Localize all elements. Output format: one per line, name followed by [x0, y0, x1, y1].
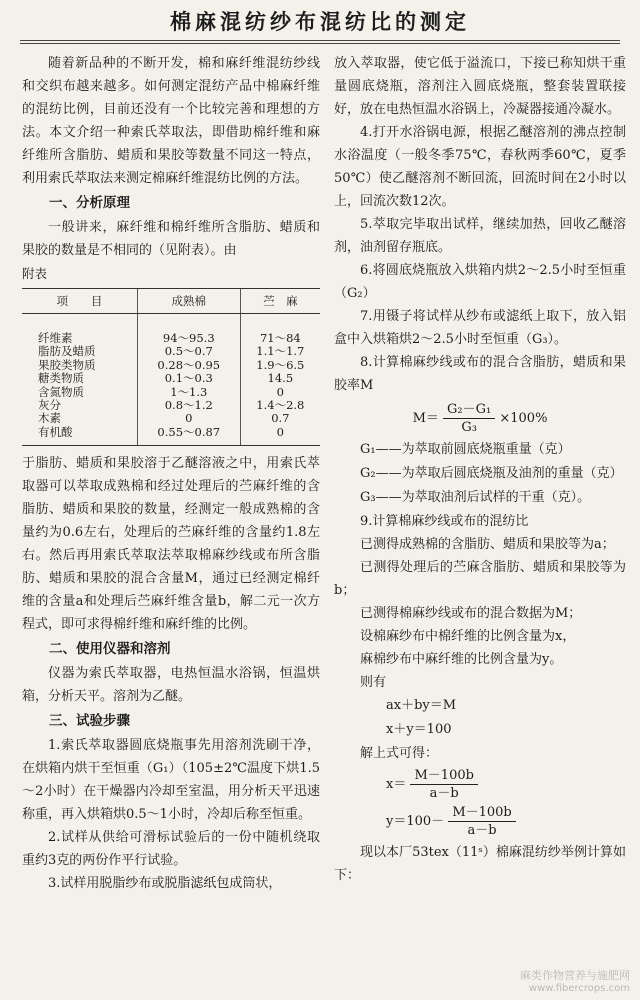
table-cell: 1.4～2.8 — [240, 399, 320, 412]
table-cell: 1.1～1.7 — [240, 345, 320, 358]
page-title: 棉麻混纺纱布混纺比的测定 — [170, 10, 470, 34]
table-header-ramie: 苎 麻 — [240, 289, 320, 314]
m-formula-lhs: M＝ — [412, 411, 439, 426]
table-cell: 纤维素 — [38, 331, 73, 345]
section-heading-steps: 三、试验步骤 — [49, 713, 130, 730]
table-row — [22, 359, 320, 372]
composition-table — [22, 288, 320, 446]
table-row — [22, 399, 320, 412]
step-7-paragraph: 7.用镊子将试样从纱布或滤纸上取下，放入铝盒中入烘箱烘2～2.5小时至恒重（G₃）。 — [334, 309, 626, 347]
table-cell: 有机酸 — [22, 426, 137, 446]
table-header-cotton: 成熟棉 — [137, 289, 240, 314]
table-row — [22, 372, 320, 385]
equation-1: ax＋by＝M — [386, 698, 457, 713]
table-cell: 脂肪及蜡质 — [38, 344, 96, 359]
section-heading-principle: 一、分析原理 — [49, 195, 130, 211]
table-cell: 木素 — [38, 411, 61, 426]
y-formula-numerator: M－100b — [448, 804, 515, 822]
example-paragraph: 现以本厂53tex（11ˢ）棉麻混纺纱举例计算如下： — [334, 845, 626, 883]
m-formula-fraction — [443, 401, 495, 436]
table-row — [22, 314, 320, 346]
title-rule-bottom — [20, 43, 620, 44]
section-heading-instruments: 二、使用仪器和溶剂 — [49, 641, 171, 658]
step-5-paragraph: 5.萃取完毕取出试样，继续加热，回收乙醚溶剂，油剂留存瓶底。 — [334, 217, 626, 255]
right-column — [334, 52, 626, 887]
table-cell: 94～95.3 — [137, 314, 240, 346]
x-formula — [334, 767, 626, 802]
step-3-continued-paragraph: 放入萃取器，使它低于溢流口，下接已称知烘干重量圆底烧瓶，溶剂注入圆底烧瓶，整套装置联接好，放在电热恒温水浴锅上，冷凝器接通冷凝水。 — [334, 56, 626, 117]
table-header-item: 项 目 — [22, 289, 137, 314]
table-cell: 灰分 — [38, 398, 61, 413]
assume-x-paragraph: 设棉麻纱布中棉纤维的比例含量为x， — [360, 629, 576, 644]
table-cell: 14.5 — [240, 372, 320, 385]
m-formula-denominator: G₃ — [461, 420, 477, 435]
table-cell: 71～84 — [240, 314, 320, 346]
table-cell: 0 — [137, 412, 240, 425]
definition-g1: G₁——为萃取前圆底烧瓶重量（克） — [360, 442, 571, 457]
left-column — [22, 52, 320, 895]
m-formula-rhs: ×100% — [499, 411, 548, 426]
equation-2: x＋y＝100 — [386, 722, 452, 737]
table-cell: 1.9～6.5 — [240, 359, 320, 372]
intro-paragraph: 随着新品种的不断开发，棉和麻纤维混纺纱线和交织布越来越多。如何测定混纺产品中棉麻纤维的混纺比例，目前还没有一个比较完善和理想的方法。本文介绍一种索氏萃取法，即借助棉纤维和麻纤维所含脂肪、蜡质和果胶等数量不同这一特点，利用索氏萃取法来测定棉麻纤维混纺比例的方法。 — [22, 56, 320, 186]
instruments-paragraph: 仪器为索氏萃取器，电热恒温水浴锅，恒温烘箱，分析天平。溶剂为乙醚。 — [22, 666, 320, 705]
given-b-paragraph: 已测得处理后的苎麻含脂肪、蜡质和果胶等为b； — [334, 560, 626, 598]
step-8-paragraph: 8.计算棉麻纱线或布的混合含脂肪，蜡质和果胶率M — [334, 355, 626, 393]
solve-label: 解上式可得： — [360, 746, 439, 761]
m-formula — [334, 401, 626, 436]
assume-y-paragraph: 麻棉纱布中麻纤维的比例含量为y。 — [360, 652, 563, 667]
table-cell: 0.5～0.7 — [137, 345, 240, 358]
table-cell: 0 — [240, 386, 320, 399]
x-formula-lhs: x＝ — [386, 777, 407, 792]
step-3-paragraph: 3.试样用脱脂纱布或脱脂滤纸包成筒状， — [48, 876, 282, 892]
table-cell: 0.7 — [240, 412, 320, 425]
definition-g2: G₂——为萃取后圆底烧瓶及油剂的重量（克） — [360, 466, 623, 481]
step-6-paragraph: 6.将圆底烧瓶放入烘箱内烘2～2.5小时至恒重（G₂） — [334, 263, 626, 301]
x-formula-denominator: a－b — [429, 786, 459, 801]
x-formula-fraction — [410, 767, 477, 802]
table-cell: 糖类物质 — [38, 371, 84, 386]
watermark-line-1: 麻类作物营养与施肥网 — [520, 969, 630, 982]
table-cell: 含氮物质 — [38, 384, 84, 399]
table-cell: 0.28～0.95 — [137, 359, 240, 372]
given-m-paragraph: 已测得棉麻纱线或布的混合数据为M； — [360, 606, 582, 621]
table-row — [22, 426, 320, 446]
x-formula-numerator: M－100b — [410, 767, 477, 785]
table-row — [22, 345, 320, 358]
principle-paragraph: 一般讲来，麻纤维和棉纤维所含脂肪、蜡质和果胶的数量是不相同的（见附表）。由 — [22, 220, 320, 258]
table-cell: 1～1.3 — [137, 386, 240, 399]
table-cell: 0 — [240, 426, 320, 446]
watermark-line-2: www.fibercrops.com — [528, 983, 630, 994]
y-formula-fraction — [448, 804, 515, 839]
table-label: 附表 — [22, 266, 48, 281]
definition-g3: G₃——为萃取油剂后试样的干重（克）。 — [360, 490, 591, 505]
y-formula-denominator: a－b — [467, 823, 497, 838]
principle-continued-paragraph: 于脂肪、蜡质和果胶溶于乙醚溶液之中，用索氏萃取器可以萃取成熟棉和经过处理后的苎麻纤维的含脂肪、蜡质和果胶的数量，经测定一般成熟棉的含量约为0.6左右，处理后的苎麻纤维的含量约1.8左右。然后再用索氏萃取法萃取棉麻纱线或布所含脂肪、蜡质和果胶的混合含量M，通过已经测定棉纤维的含量a和处理后苎麻纤维含量b，解二元一次方程式，即可求得棉纤维和麻纤维的比例。 — [22, 456, 320, 633]
title-rule-top — [20, 40, 620, 41]
table-row — [22, 412, 320, 425]
table-cell: 0.55～0.87 — [137, 426, 240, 446]
table-row — [22, 386, 320, 399]
table-cell: 0.1～0.3 — [137, 372, 240, 385]
m-formula-numerator: G₂－G₁ — [443, 401, 495, 419]
step-1-paragraph: 1.索氏萃取器圆底烧瓶事先用溶剂洗刷干净，在烘箱内烘干至恒重（G₁）（105±2℃温度下烘1.5～2小时）在干燥器内冷却至室温，用分析天平迅速称重，再入烘箱烘0.5～1小时，冷却后称至恒重。 — [22, 738, 320, 823]
step-9-paragraph: 9.计算棉麻纱线或布的混纺比 — [360, 514, 529, 529]
step-2-paragraph: 2.试样从供给可滑标试验后的一份中随机绕取重约3克的两份作平行试验。 — [22, 830, 320, 869]
table-cell: 果胶类物质 — [38, 357, 96, 372]
then-label: 则有 — [360, 675, 387, 690]
given-a-paragraph: 已测得成熟棉的含脂肪、蜡质和果胶等为a； — [360, 537, 615, 552]
table-cell: 0.8～1.2 — [137, 399, 240, 412]
y-formula — [334, 804, 626, 839]
site-watermark — [520, 967, 630, 994]
step-4-paragraph: 4.打开水浴锅电源，根据乙醚溶剂的沸点控制水浴温度（一般冬季75℃，春秋两季60℃，夏季50℃）使乙醚溶剂不断回流，回流时间在2小时以上，回流次数12次。 — [334, 125, 626, 209]
y-formula-lhs: y＝100－ — [386, 814, 445, 829]
